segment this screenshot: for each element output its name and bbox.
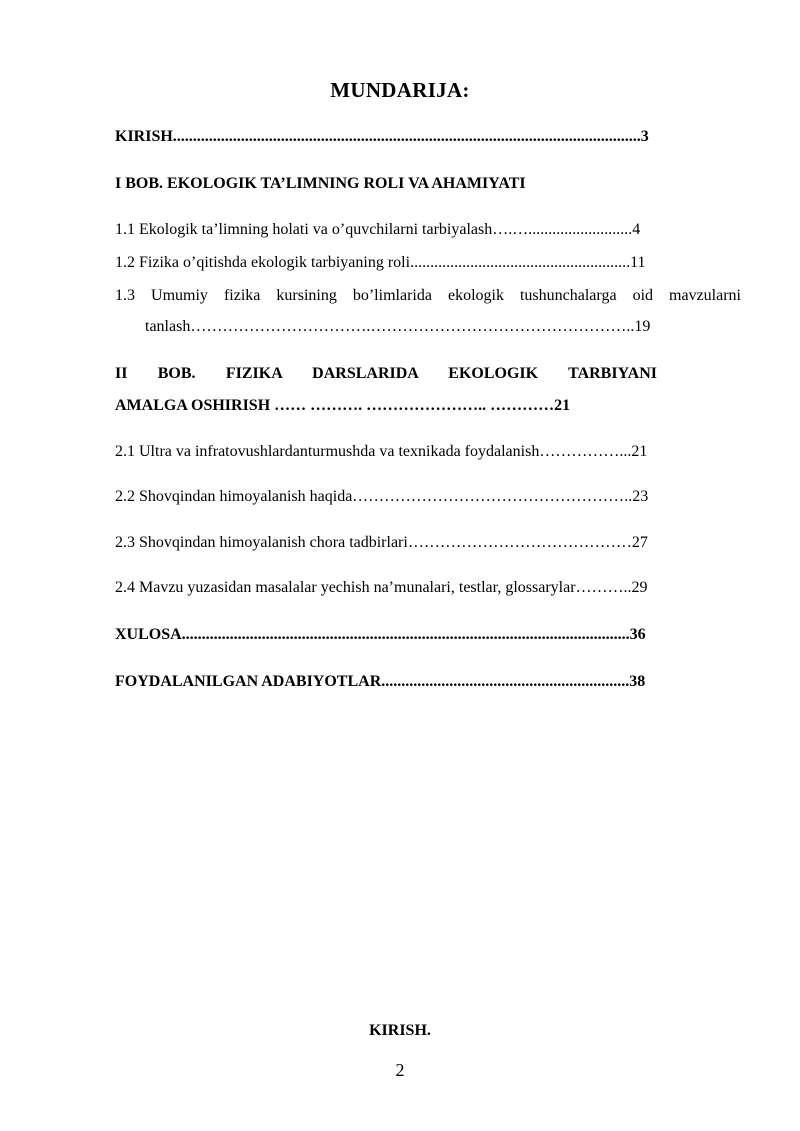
toc-entry-1-1: 1.1 Ekologik ta’limning holati va o’quvchilarni tarbiyalash….…..........................4 xyxy=(115,221,641,238)
toc-entry-xulosa: XULOSA................................................................................................................36 xyxy=(115,626,646,643)
toc-chapter-2-heading-line1: II BOB. FIZIKA DARSLARIDA EKOLOGIK TARBIYANI xyxy=(115,365,657,382)
toc-entry-2-1: 2.1 Ultra va infratovushlardanturmushda va texnikada foydalanish……………...21 xyxy=(115,443,648,460)
toc-entry-2-4: 2.4 Mavzu yuzasidan masalalar yechish na’munalari, testlar, glossarylar………..29 xyxy=(115,579,648,596)
toc-entry-2-2: 2.2 Shovqindan himoyalanish haqida……………………………………………..23 xyxy=(115,488,649,505)
toc-entry-1-3-line1: 1.3 Umumiy fizika kursining bo’limlarida ekologik tushunchalarga oid mavzularni xyxy=(115,287,741,304)
toc-entry-2-3: 2.3 Shovqindan himoyalanish chora tadbirlari……………………………………27 xyxy=(115,534,648,551)
toc-chapter-2-heading-line2: AMALGA OSHIRISH …… ………. ………………….. …………21 xyxy=(115,397,571,414)
toc-entry-kirish: KIRISH.....................................................................................................................3 xyxy=(115,128,649,145)
toc-entry-1-3-line2: tanlash…………………………….…………………………………………..19 xyxy=(145,318,651,335)
toc-chapter-1-heading: I BOB. EKOLOGIK TA’LIMNING ROLI VA AHAMIYATI xyxy=(115,175,526,192)
toc-entry-adabiyotlar: FOYDALANILGAN ADABIYOTLAR..............................................................38 xyxy=(115,673,646,690)
next-section-heading: KIRISH. xyxy=(369,1022,431,1039)
toc-entry-1-2: 1.2 Fizika o’qitishda ekologik tarbiyaning roli.......................................................11 xyxy=(115,254,646,271)
toc-title: MUNDARIJA: xyxy=(330,78,470,102)
page-number: 2 xyxy=(395,1060,405,1080)
